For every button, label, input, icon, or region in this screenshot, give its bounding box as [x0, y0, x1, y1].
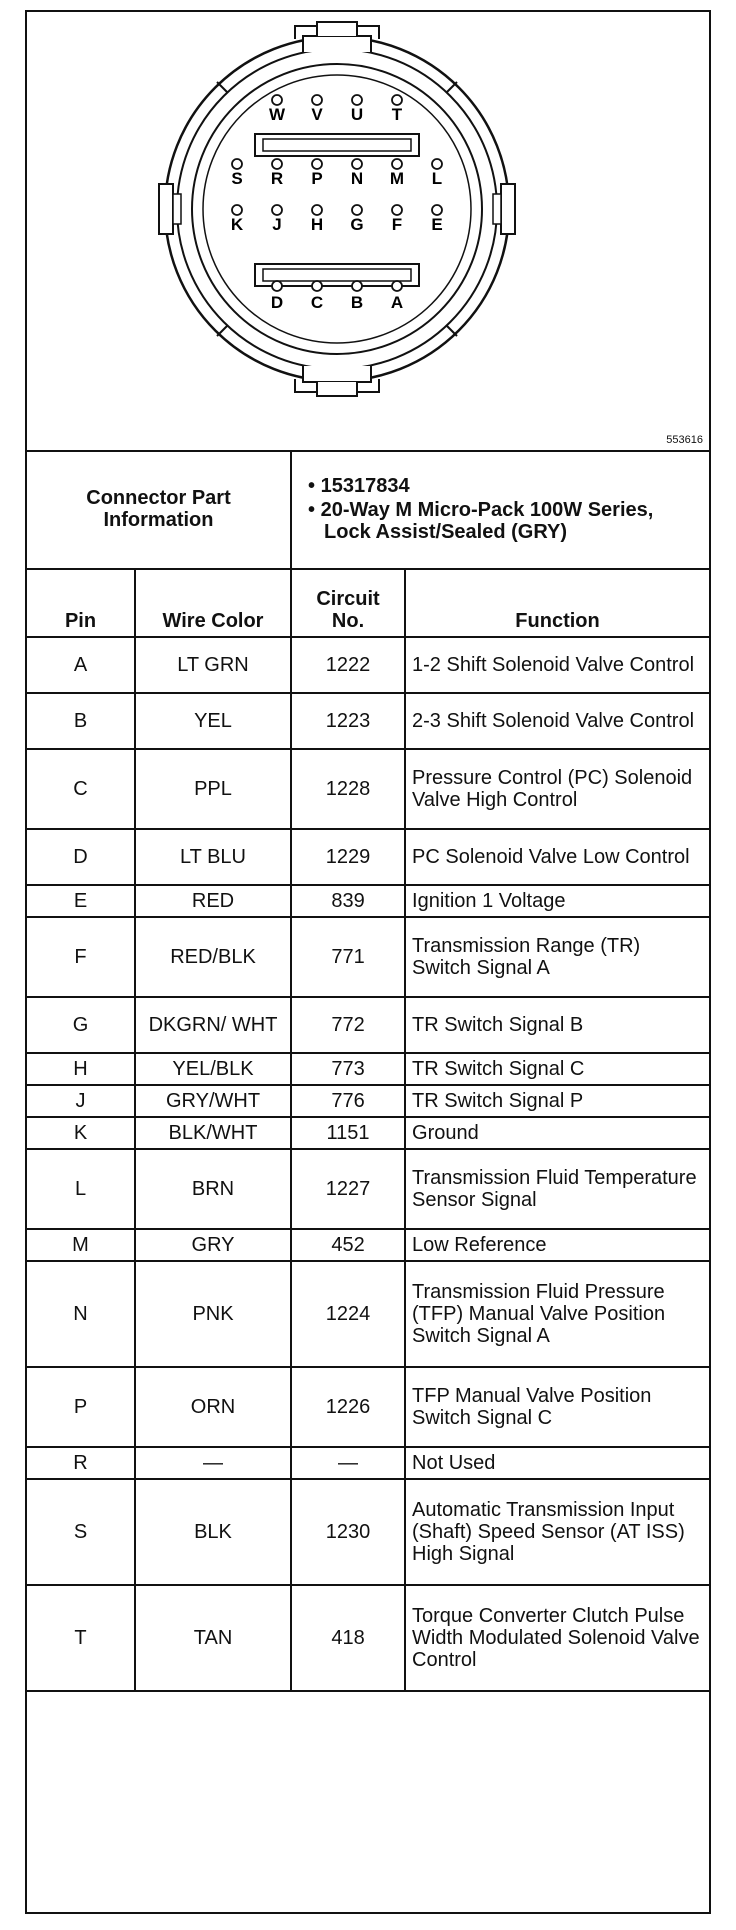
- circuit-cell: 1226: [291, 1367, 405, 1447]
- pin-h-label: H: [310, 215, 324, 234]
- pin-u-label: U: [350, 105, 364, 124]
- connector-sheet: [25, 10, 711, 1914]
- pin-s-label: S: [231, 169, 243, 188]
- wire-color-cell: RED: [135, 885, 291, 917]
- pin-cell: T: [27, 1585, 135, 1691]
- wire-color-cell: LT BLU: [135, 829, 291, 885]
- wire-color-cell: —: [135, 1447, 291, 1479]
- circuit-cell: 772: [291, 997, 405, 1053]
- function-cell: Ground: [405, 1117, 709, 1149]
- table-row: [27, 1117, 709, 1149]
- pin-a-cavity: [392, 281, 402, 291]
- pin-r-label: R: [270, 169, 284, 188]
- wire-color-cell: YEL/BLK: [135, 1053, 291, 1085]
- pin-cell: R: [27, 1447, 135, 1479]
- table-row: [27, 1053, 709, 1085]
- wire-color-header: Wire Color: [135, 569, 291, 637]
- pinout-table: [27, 450, 709, 1692]
- pin-d-label: D: [270, 293, 284, 312]
- circuit-cell: 418: [291, 1585, 405, 1691]
- circuit-cell: 1151: [291, 1117, 405, 1149]
- circuit-cell: 1230: [291, 1479, 405, 1585]
- wire-color-cell: PPL: [135, 749, 291, 829]
- pin-v-label: V: [311, 105, 323, 124]
- connector-face-diagram: [27, 12, 709, 452]
- function-cell: 2-3 Shift Solenoid Valve Control: [405, 693, 709, 749]
- wire-color-cell: TAN: [135, 1585, 291, 1691]
- table-row: [27, 1585, 709, 1691]
- circuit-cell: 1223: [291, 693, 405, 749]
- pin-s-cavity: [232, 159, 242, 169]
- pin-h-cavity: [312, 205, 322, 215]
- pin-p-cavity: [312, 159, 322, 169]
- circuit-cell: 452: [291, 1229, 405, 1261]
- function-cell: Automatic Transmission Input (Shaft) Speed Sensor (AT ISS) High Signal: [405, 1479, 709, 1585]
- wire-color-cell: LT GRN: [135, 637, 291, 693]
- function-cell: 1-2 Shift Solenoid Valve Control: [405, 637, 709, 693]
- circuit-cell: 773: [291, 1053, 405, 1085]
- function-cell: Pressure Control (PC) Solenoid Valve High Control: [405, 749, 709, 829]
- connector-face-drawing: [27, 12, 709, 450]
- pin-m-label: M: [389, 169, 405, 188]
- pin-cell: S: [27, 1479, 135, 1585]
- pin-n-label: N: [350, 169, 364, 188]
- circuit-cell: —: [291, 1447, 405, 1479]
- wire-color-cell: ORN: [135, 1367, 291, 1447]
- pin-f-cavity: [392, 205, 402, 215]
- connector-info-label: Connector Part Information: [27, 450, 291, 569]
- wire-color-cell: BRN: [135, 1149, 291, 1229]
- table-row: [27, 1447, 709, 1479]
- pin-cell: M: [27, 1229, 135, 1261]
- table-row: [27, 637, 709, 693]
- wire-color-cell: DKGRN/ WHT: [135, 997, 291, 1053]
- table-row: [27, 829, 709, 885]
- pin-k-cavity: [232, 205, 242, 215]
- pin-cell: E: [27, 885, 135, 917]
- table-row: [27, 917, 709, 997]
- wire-color-cell: BLK: [135, 1479, 291, 1585]
- pin-w-label: W: [268, 105, 286, 124]
- connector-description: • 20-Way M Micro-Pack 100W Series, Lock Assist/Sealed (GRY): [308, 499, 654, 543]
- reference-number: 553616: [666, 434, 703, 446]
- pin-j-label: J: [272, 215, 282, 234]
- function-cell: Transmission Fluid Pressure (TFP) Manual Valve Position Switch Signal A: [405, 1261, 709, 1367]
- pin-l-label: L: [431, 169, 443, 188]
- pin-r-cavity: [272, 159, 282, 169]
- table-row: [27, 997, 709, 1053]
- pin-u-cavity: [352, 95, 362, 105]
- function-cell: Not Used: [405, 1447, 709, 1479]
- function-header: Function: [405, 569, 709, 637]
- circuit-cell: 771: [291, 917, 405, 997]
- pin-c-cavity: [312, 281, 322, 291]
- circuit-cell: 1229: [291, 829, 405, 885]
- wire-color-cell: BLK/WHT: [135, 1117, 291, 1149]
- circuit-cell: 1228: [291, 749, 405, 829]
- pin-l-cavity: [432, 159, 442, 169]
- pin-g-label: G: [350, 215, 364, 234]
- pin-t-label: T: [391, 105, 403, 124]
- pin-cell: D: [27, 829, 135, 885]
- pin-cell: G: [27, 997, 135, 1053]
- wire-color-cell: RED/BLK: [135, 917, 291, 997]
- pin-v-cavity: [312, 95, 322, 105]
- pin-cell: P: [27, 1367, 135, 1447]
- wire-color-cell: PNK: [135, 1261, 291, 1367]
- header-row: [27, 569, 709, 637]
- pin-cell: K: [27, 1117, 135, 1149]
- pin-m-cavity: [392, 159, 402, 169]
- pin-e-cavity: [432, 205, 442, 215]
- connector-info-list: [291, 450, 709, 569]
- pin-cell: F: [27, 917, 135, 997]
- table-row: [27, 1367, 709, 1447]
- circuit-cell: 839: [291, 885, 405, 917]
- pin-cell: A: [27, 637, 135, 693]
- pin-c-label: C: [310, 293, 324, 312]
- connector-part-number: • 15317834: [308, 475, 410, 497]
- circuit-header: Circuit No.: [291, 569, 405, 637]
- function-cell: TR Switch Signal C: [405, 1053, 709, 1085]
- pin-g-cavity: [352, 205, 362, 215]
- pin-b-label: B: [350, 293, 364, 312]
- table-row: [27, 1261, 709, 1367]
- wire-color-cell: GRY: [135, 1229, 291, 1261]
- table-row: [27, 885, 709, 917]
- function-cell: TFP Manual Valve Position Switch Signal C: [405, 1367, 709, 1447]
- function-cell: PC Solenoid Valve Low Control: [405, 829, 709, 885]
- pin-header: Pin: [27, 569, 135, 637]
- circuit-cell: 776: [291, 1085, 405, 1117]
- table-row: [27, 749, 709, 829]
- function-cell: Low Reference: [405, 1229, 709, 1261]
- circuit-cell: 1227: [291, 1149, 405, 1229]
- table-row: [27, 693, 709, 749]
- table-row: [27, 1229, 709, 1261]
- wire-color-cell: GRY/WHT: [135, 1085, 291, 1117]
- pin-p-label: P: [311, 169, 323, 188]
- pin-e-label: E: [431, 215, 443, 234]
- circuit-cell: 1222: [291, 637, 405, 693]
- function-cell: Transmission Fluid Temperature Sensor Signal: [405, 1149, 709, 1229]
- pin-cell: J: [27, 1085, 135, 1117]
- wire-color-cell: YEL: [135, 693, 291, 749]
- pin-n-cavity: [352, 159, 362, 169]
- table-row: [27, 1085, 709, 1117]
- pin-k-label: K: [230, 215, 244, 234]
- function-cell: TR Switch Signal P: [405, 1085, 709, 1117]
- pin-cell: B: [27, 693, 135, 749]
- function-cell: Ignition 1 Voltage: [405, 885, 709, 917]
- circuit-cell: 1224: [291, 1261, 405, 1367]
- function-cell: TR Switch Signal B: [405, 997, 709, 1053]
- pin-f-label: F: [391, 215, 403, 234]
- pin-cell: H: [27, 1053, 135, 1085]
- function-cell: Transmission Range (TR) Switch Signal A: [405, 917, 709, 997]
- pin-a-label: A: [390, 293, 404, 312]
- pin-t-cavity: [392, 95, 402, 105]
- table-row: [27, 1479, 709, 1585]
- pin-w-cavity: [272, 95, 282, 105]
- table-row: [27, 1149, 709, 1229]
- pin-cell: C: [27, 749, 135, 829]
- connector-info-row: [27, 450, 709, 569]
- pin-d-cavity: [272, 281, 282, 291]
- pin-j-cavity: [272, 205, 282, 215]
- pin-b-cavity: [352, 281, 362, 291]
- function-cell: Torque Converter Clutch Pulse Width Modulated Solenoid Valve Control: [405, 1585, 709, 1691]
- pin-cell: N: [27, 1261, 135, 1367]
- pin-cell: L: [27, 1149, 135, 1229]
